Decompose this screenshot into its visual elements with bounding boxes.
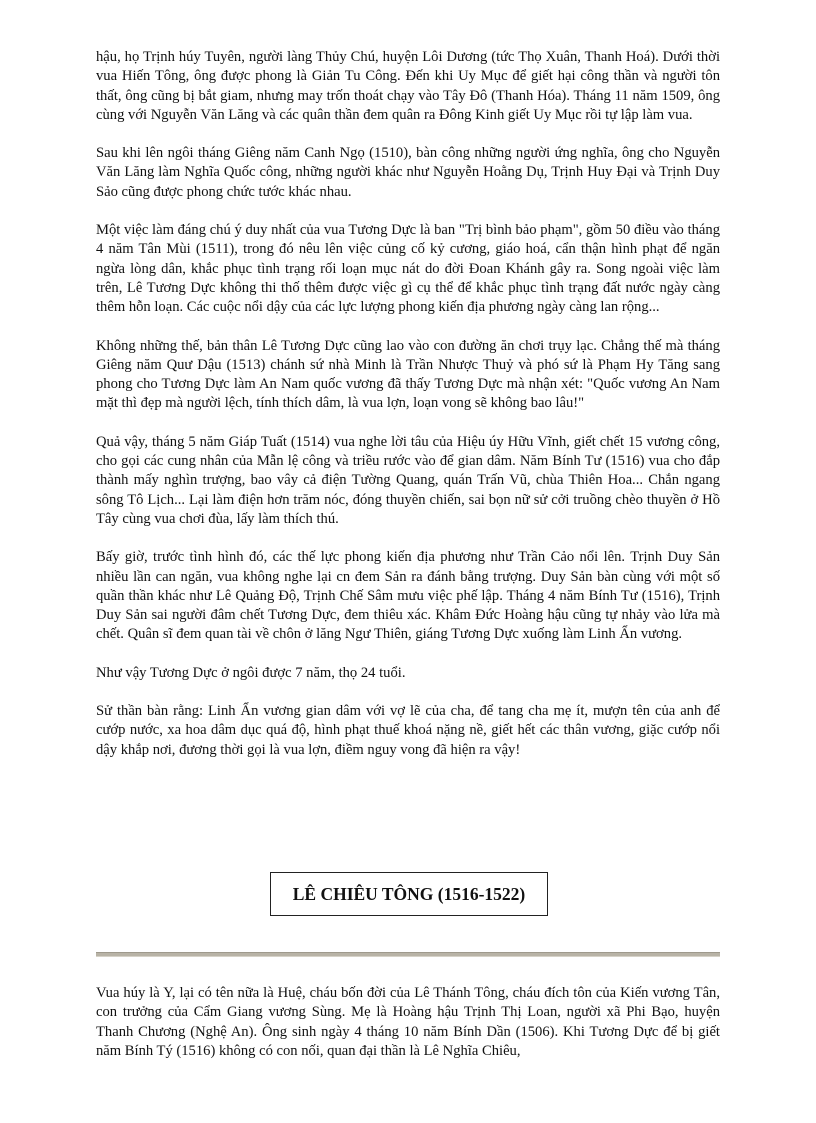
paragraph-tri-binh-bao-pham: Một việc làm đáng chú ý duy nhất của vua Tương Dực là ban "Trị bình bảo phạm", gồm 50 điều vào tháng 4 năm Tân Mùi (1511), trong đó nêu lên việc củng cố kỷ cương, giáo hoá, cẩn thận hình phạt để ngăn ngừa lòng dân, khắc phục tình trạng rối loạn mục nát do đời Đoan Khánh gây ra. Song ngoài việc làm trên, Lê Tương Dực không thi thố thêm được việc gì cụ thể để khắc phục tình trạng đất nước ngày càng thêm hỗn loạn. Các cuộc nổi dậy của các lực lượng phong kiến địa phương ngày càng lan rộng... [96, 222, 720, 316]
document-body-continued [96, 984, 720, 1061]
paragraph-su-than-ban: Sử thần bàn rằng: Linh Ẩn vương gian dâm với vợ lẽ của cha, để tang cha mẹ ít, mượn tên của anh để cướp nước, xa hoa dâm dục quá độ, hình phạt thuế khoá nặng nề, giết hết các thân vương, giặc cướp nổi dậy khắp nơi, đương thời gọi là vua lợn, điềm nguy vong đã hiện ra vậy! [96, 703, 720, 758]
paragraph-tran-hau: hậu, họ Trịnh húy Tuyên, người làng Thủy Chú, huyện Lôi Dương (tức Thọ Xuân, Thanh Hoá). Dưới thời vua Hiến Tông, ông được phong là Giản Tu Công. Đến khi Uy Mục để giết hại công thần và người tôn thất, ông cũng bị bắt giam, nhưng may trốn thoát chạy vào Tây Đô (Thanh Hóa). Tháng 11 năm 1509, ông cùng với Nguyễn Văn Lăng và các quân thần đem quân ra Đông Kinh giết Uy Mục rồi tự lập làm vua. [96, 49, 720, 123]
paragraph-an-choi-truy-lac: Không những thế, bản thân Lê Tương Dực cũng lao vào con đường ăn chơi trụy lạc. Chẳng thế mà tháng Giêng năm Quư Dậu (1513) chánh sứ nhà Minh là Trần Nhược Thuỷ và phó sứ là Phạm Hy Tăng sang phong cho Tương Dực làm An Nam quốc vương đã thấy Tương Dực mà nhận xét: "Quốc vương An Nam mặt thì đẹp mà người lệch, tính thích dâm, là vua lợn, loạn vong sẽ không bao lâu!" [96, 337, 720, 412]
paragraph-tran-cao: Bấy giờ, trước tình hình đó, các thế lực phong kiến địa phương như Trần Cảo nổi lên. Trịnh Duy Sản nhiều lần can ngăn, vua không nghe lại cn đem Sản ra đánh bằng trượng. Duy Sản bàn cùng với một số quần thần khác như Lê Quảng Độ, Trịnh Chế Sâm mưu việc phế lập. Tháng 4 năm Bính Tư (1516), Trịnh Duy Sản sai người đâm chết Tương Dực, đem thiêu xác. Khâm Đức Hoàng hậu cũng tự nhảy vào lửa mà chết. Quân sĩ đem quan tài về chôn ở lăng Ngư Thiên, giáng Tương Dực xuống làm Linh Ẩn vương. [96, 549, 720, 643]
paragraph-canh-ngo: Sau khi lên ngôi tháng Giêng năm Canh Ngọ (1510), bàn công những người ứng nghĩa, ông cho Nguyễn Văn Lăng làm Nghĩa Quốc công, những người khác như Nguyễn Hoằng Dụ, Trịnh Huy Đại và Trịnh Duy Sảo cũng được phong chức tước khác nhau. [96, 145, 720, 200]
section-divider [96, 952, 720, 957]
paragraph-o-ngoi: Như vậy Tương Dực ở ngôi được 7 năm, thọ 24 tuổi. [96, 664, 406, 681]
paragraph-giap-tuat: Quả vậy, tháng 5 năm Giáp Tuất (1514) vua nghe lời tâu của Hiệu úy Hữu Vĩnh, giết chết 15 vương công, cho gọi các cung nhân của Mẫn lệ công và triều rước vào để gian dâm. Năm Bính Tư (1516) vua cho đắp thành mấy nghìn trượng, bao vây cả điện Tường Quang, quán Trấn Vũ, chùa Thiên Hoa... Chắn ngang sông Tô Lịch... Lại làm điện hơn trăm nóc, đóng thuyền chiến, sai bọn nữ sử cởi truồng chèo thuyền ở Hồ Tây cùng vua chơi đùa, lấy làm thích thú. [96, 433, 720, 527]
document-body [96, 48, 720, 760]
paragraph-le-chieu-tong-intro: Vua húy là Y, lại có tên nữa là Huệ, cháu bốn đời của Lê Thánh Tông, cháu đích tôn của Kiến vương Tân, con trưởng của Cẩm Giang vương Sùng. Mẹ là Hoàng hậu Trịnh Thị Loan, người xã Phi Bạo, huyện Thanh Chương (Nghệ An). Ông sinh ngày 4 tháng 10 năm Bính Dần (1506). Khi Tương Dực để bị giết năm Bính Tý (1516) không có con nối, quan đại thần là Lê Nghĩa Chiêu, [96, 985, 720, 1059]
section-heading: LÊ CHIÊU TÔNG (1516-1522) [270, 872, 548, 916]
